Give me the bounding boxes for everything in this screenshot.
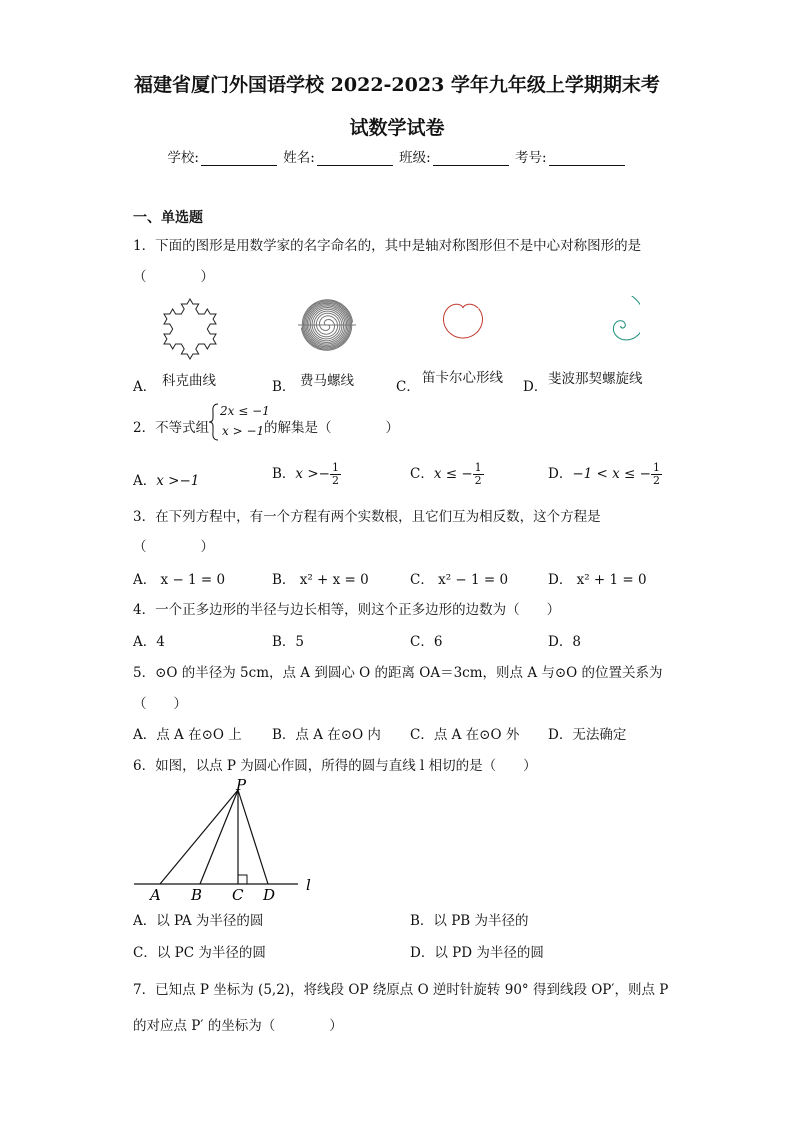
option-letter: D．: [523, 379, 548, 395]
option-letter: D．: [548, 466, 573, 482]
fraction: [651, 462, 662, 487]
q1-option-d[interactable]: [523, 375, 547, 395]
q3-option-a[interactable]: A． x − 1 = 0: [133, 572, 226, 588]
option-letter: A．: [133, 379, 157, 395]
label-a: A: [150, 886, 161, 904]
q1-option-d-label: 斐波那契螺旋线: [548, 371, 643, 387]
fraction: [473, 462, 484, 487]
q6-option-c[interactable]: C．以 PC 为半径的圆: [133, 945, 266, 961]
right-angle-mark: [238, 875, 247, 884]
q1-option-a[interactable]: [133, 375, 156, 395]
student-info: [0, 146, 794, 166]
q3-option-c[interactable]: C． x² − 1 = 0: [410, 572, 509, 588]
option-letter: A．: [133, 473, 157, 489]
q1-option-c-label: 笛卡尔心形线: [422, 370, 503, 386]
q6-option-b[interactable]: B．以 PB 为半径的: [410, 913, 529, 929]
q7-line2: 的对应点 P′ 的坐标为（ ）: [133, 1018, 343, 1034]
section-heading: 一、单选题: [133, 210, 203, 226]
q6-option-a[interactable]: A．以 PA 为半径的圆: [133, 913, 264, 929]
fraction: [330, 462, 341, 487]
q2-ineq2: x > −1: [222, 424, 265, 438]
q5-option-c[interactable]: C．点 A 在⊙O 外: [410, 727, 520, 743]
label-p: P: [236, 776, 247, 794]
q5-option-a[interactable]: A．点 A 在⊙O 上: [133, 727, 242, 743]
class-label: 班级:: [399, 150, 431, 166]
frac-den: 2: [331, 474, 339, 487]
option-letter: C．: [410, 466, 434, 482]
option-letter: B．: [272, 466, 296, 482]
fibonacci-spiral-figure: [560, 296, 640, 356]
q2-option-a[interactable]: [133, 469, 199, 489]
school-blank: [201, 151, 277, 166]
option-letter: C．: [396, 379, 420, 395]
frac-num: 1: [652, 461, 660, 474]
q2-option-c[interactable]: [410, 462, 484, 487]
fermat-spiral-figure: [296, 292, 358, 358]
q6-stem: 6．如图，以点 P 为圆心作圆，所得的圆与直线 l 相切的是（ ）: [133, 758, 537, 774]
frac-den: 2: [474, 474, 482, 487]
q3-option-b[interactable]: B． x² + x = 0: [272, 572, 369, 588]
q3-stem: 3．在下列方程中，有一个方程有两个实数根，且它们互为相反数，这个方程是: [133, 509, 601, 525]
q5-stem: 5．⊙O 的半径为 5cm，点 A 到圆心 O 的距离 OA＝3cm，则点 A 与⊙O 的位置关系为: [133, 665, 663, 681]
number-blank: [549, 151, 625, 166]
label-b: B: [191, 886, 203, 904]
option-expr: x ≤ −: [433, 466, 473, 482]
q2-option-d[interactable]: [548, 462, 662, 487]
q1-stem: 1．下面的图形是用数学家的名字命名的，其中是轴对称图形但不是中心对称图形的是: [133, 238, 642, 254]
q1-option-a-label: 科克曲线: [162, 373, 216, 389]
segment-pb: [200, 790, 238, 884]
frac-num: 1: [474, 461, 482, 474]
class-blank: [433, 151, 509, 166]
q4-option-b[interactable]: B．5: [272, 634, 305, 650]
option-expr: −1 < x ≤ −: [572, 466, 651, 482]
number-label: 考号:: [515, 150, 547, 166]
q1-option-c[interactable]: [396, 375, 420, 395]
koch-snowflake-figure: [155, 292, 225, 362]
q4-option-c[interactable]: C．6: [410, 634, 443, 650]
q2-prefix: 2．不等式组: [133, 420, 210, 436]
q1-paren: （ ）: [133, 269, 214, 285]
segment-pa: [160, 790, 238, 884]
label-l: l: [306, 876, 311, 894]
name-blank: [317, 151, 393, 166]
q2-suffix: 的解集是（ ）: [264, 420, 399, 436]
q4-option-d[interactable]: D．8: [548, 634, 581, 650]
q3-option-d[interactable]: D． x² + 1 = 0: [548, 572, 647, 588]
segment-pd: [238, 790, 268, 884]
q6-option-d[interactable]: D．以 PD 为半径的圆: [410, 945, 544, 961]
tangent-diagram: [130, 776, 330, 906]
q4-stem: 4．一个正多边形的半径与边长相等，则这个正多边形的边数为（ ）: [133, 602, 561, 618]
q7-stem: 7．已知点 P 坐标为 (5,2)，将线段 OP 绕原点 O 逆时针旋转 90° 得到线段 OP′，则点 P: [133, 982, 669, 998]
cardioid-figure: [428, 294, 498, 356]
q3-paren: （ ）: [133, 539, 214, 555]
q4-option-a[interactable]: A．4: [133, 634, 165, 650]
option-letter: B．: [272, 379, 296, 395]
q2-option-b[interactable]: [272, 462, 341, 487]
q1-option-b[interactable]: [272, 375, 295, 395]
school-label: 学校:: [167, 150, 199, 166]
name-label: 姓名:: [283, 150, 315, 166]
frac-den: 2: [652, 474, 660, 487]
q5-option-d[interactable]: D．无法确定: [548, 727, 627, 743]
page-title-line2: 试数学试卷: [349, 117, 445, 139]
q5-paren: （ ）: [133, 696, 187, 712]
label-c: C: [232, 886, 244, 904]
option-expr: x >−1: [156, 473, 200, 489]
q2-ineq1: 2x ≤ −1: [220, 404, 270, 418]
label-d: D: [263, 886, 276, 904]
q1-option-b-label: 费马螺线: [300, 373, 354, 389]
q5-option-b[interactable]: B．点 A 在⊙O 内: [272, 727, 381, 743]
frac-num: 1: [331, 461, 339, 474]
option-expr: x >−: [295, 466, 330, 482]
page-title: 福建省厦门外国语学校 2022-2023 学年九年级上学期期末考: [134, 74, 660, 96]
system-brace: [208, 402, 220, 442]
